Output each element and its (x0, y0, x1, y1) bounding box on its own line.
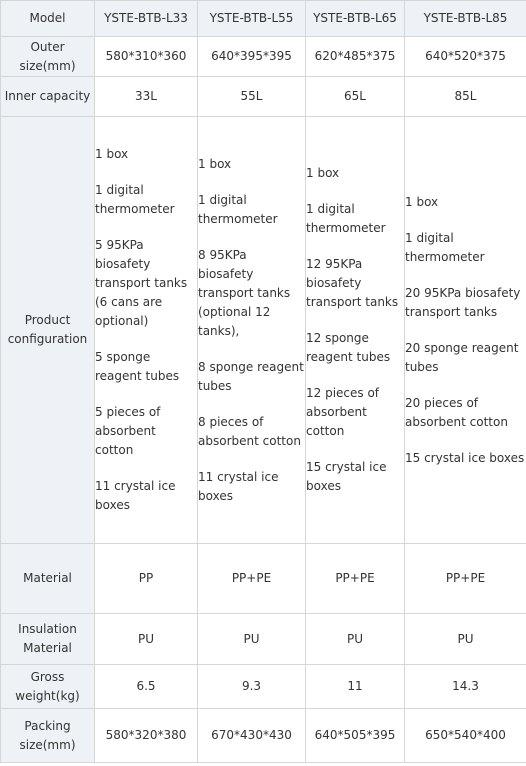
label-gross-weight: Gross weight(kg) (1, 665, 95, 709)
material-value: PP+PE (405, 544, 526, 614)
config-item: 1 box (198, 156, 232, 171)
config-item: 8 pieces of absorbent cotton (198, 414, 301, 448)
config-item: 15 crystal ice boxes (306, 460, 387, 493)
model-name: YSTE-BTB-L65 (306, 1, 405, 37)
config-item: 12 sponge reagent tubes (306, 331, 391, 364)
model-name: YSTE-BTB-L55 (198, 1, 306, 37)
row-insulation-material (1, 614, 526, 665)
insulation-value: PU (95, 614, 198, 665)
label-packing-size: Packing size(mm) (1, 709, 95, 763)
insulation-value: PU (198, 614, 306, 665)
configuration-cell (198, 117, 306, 544)
config-item: 1 digital thermometer (198, 192, 278, 226)
config-item: 12 pieces of absorbent cotton (306, 386, 380, 438)
config-item: 5 sponge reagent tubes (95, 350, 180, 383)
packing-size-value: 580*320*380 (95, 709, 198, 763)
material-value: PP+PE (306, 544, 405, 614)
insulation-value: PU (306, 614, 405, 665)
row-model (1, 1, 526, 37)
material-value: PP (95, 544, 198, 614)
packing-size-value: 650*540*400 (405, 709, 526, 763)
configuration-cell (306, 117, 405, 544)
config-item: 8 sponge reagent tubes (198, 359, 304, 393)
row-gross-weight (1, 665, 526, 709)
inner-capacity-value: 33L (95, 77, 198, 117)
packing-size-value: 670*430*430 (198, 709, 306, 763)
model-name: YSTE-BTB-L85 (405, 1, 526, 37)
row-product-configuration (1, 117, 526, 544)
inner-capacity-value: 55L (198, 77, 306, 117)
config-item: 20 sponge reagent tubes (405, 340, 519, 374)
outer-size-value: 640*520*375 (405, 37, 526, 77)
config-item: 11 crystal ice boxes (198, 469, 279, 503)
label-product-configuration: Product configuration (1, 117, 95, 544)
label-material: Material (1, 544, 95, 614)
config-item: 8 95KPa biosafety transport tanks (optional 12 tanks), (198, 247, 291, 338)
label-inner-capacity: Inner capacity (1, 77, 95, 117)
outer-size-value: 620*485*375 (306, 37, 405, 77)
config-item: 5 95KPa biosafety transport tanks (6 cans are optional) (95, 238, 188, 328)
row-packing-size (1, 709, 526, 763)
config-item: 1 box (306, 166, 340, 180)
config-item: 12 95KPa biosafety transport tanks (306, 257, 399, 309)
configuration-cell (95, 117, 198, 544)
config-item: 1 digital thermometer (405, 230, 485, 264)
label-insulation-material: Insulation Material (1, 614, 95, 665)
config-item: 20 pieces of absorbent cotton (405, 395, 508, 429)
model-name: YSTE-BTB-L33 (95, 1, 198, 37)
gross-weight-value: 6.5 (95, 665, 198, 709)
inner-capacity-value: 65L (306, 77, 405, 117)
gross-weight-value: 14.3 (405, 665, 526, 709)
outer-size-value: 580*310*360 (95, 37, 198, 77)
label-model: Model (1, 1, 95, 37)
packing-size-value: 640*505*395 (306, 709, 405, 763)
config-item: 1 box (95, 147, 129, 161)
gross-weight-value: 9.3 (198, 665, 306, 709)
gross-weight-value: 11 (306, 665, 405, 709)
configuration-cell (405, 117, 526, 544)
insulation-value: PU (405, 614, 526, 665)
row-inner-capacity (1, 77, 526, 117)
config-item: 1 digital thermometer (95, 183, 175, 216)
config-item: 11 crystal ice boxes (95, 479, 176, 512)
inner-capacity-value: 85L (405, 77, 526, 117)
config-item: 20 95KPa biosafety transport tanks (405, 285, 521, 319)
outer-size-value: 640*395*395 (198, 37, 306, 77)
row-material (1, 544, 526, 614)
material-value: PP+PE (198, 544, 306, 614)
label-outer-size: Outer size(mm) (1, 37, 95, 77)
row-outer-size (1, 37, 526, 77)
config-item: 15 crystal ice boxes (405, 450, 525, 465)
config-item: 5 pieces of absorbent cotton (95, 405, 161, 457)
config-item: 1 digital thermometer (306, 202, 386, 235)
config-item: 1 box (405, 194, 439, 209)
